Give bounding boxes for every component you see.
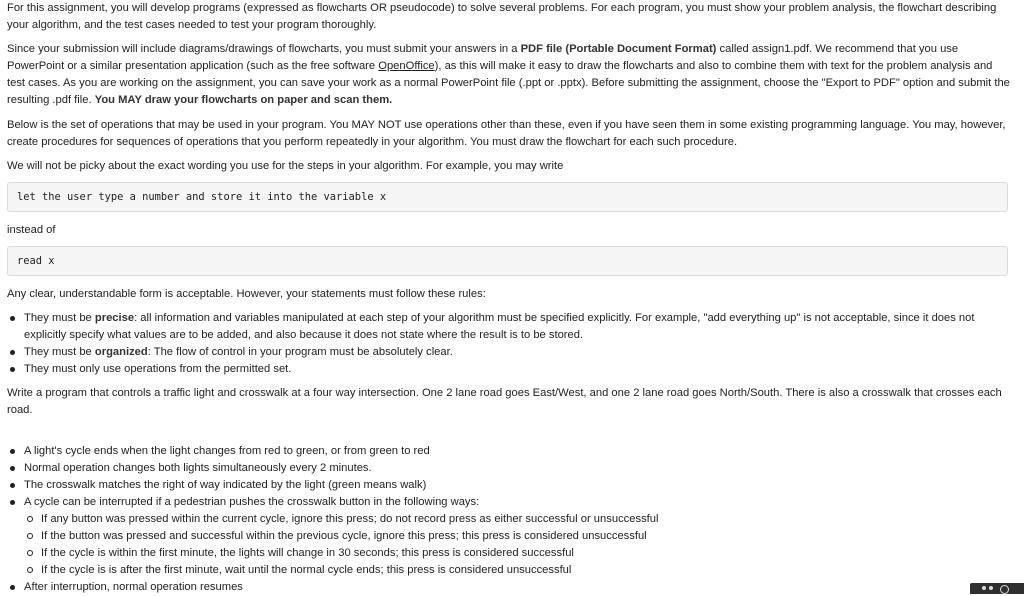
rule-permitted-ops: They must only use operations from the permitted set. [7, 361, 1015, 378]
problem-statement: Write a program that controls a traffic light and crosswalk at a four way intersection. One 2 lane road goes East/West, and one 2 lane road goes North/South. There is also a crosswalk that crosses each road. [7, 387, 1002, 416]
dot-icon [982, 586, 986, 590]
req-resume: After interruption, normal operation resumes [7, 579, 1007, 596]
rule-precise [7, 310, 1015, 344]
rule-organized [7, 344, 1015, 361]
submission-text-3: ), as this will make it easy to draw the flowcharts and also to combine them with text for the problem analysis and test cases. As you are working on the assignment, you can save your work as a normal PowerPoint file (.ppt or .pptx). Before submitting the assignment, choose the "Export to PDF" option and submit the resulting .pdf file. [7, 60, 1010, 106]
rule-organized-prefix: They must be [24, 346, 95, 358]
submission-text-2: called assign1.pdf. We recommend that you use PowerPoint or a similar presentation application (such as the free software [7, 43, 959, 72]
sub-after-first-minute: If the cycle is is after the first minute, wait until the normal cycle ends; this press is considered unsuccessful [24, 562, 1007, 579]
sub-previous-cycle: If the button was pressed and successful within the previous cycle, ignore this press; this press is considered unsuccessful [24, 528, 1007, 545]
intro-paragraph: For this assignment, you will develop programs (expressed as flowcharts OR pseudocode) to solve several problems. For each program, you must show your problem analysis, the flowchart describing your algorithm, and the test cases needed to test your program thoroughly. [7, 2, 997, 31]
sub-first-minute: If the cycle is within the first minute, the lights will change in 30 seconds; this press is considered successful [24, 545, 1007, 562]
sub-current-cycle: If any button was pressed within the current cycle, ignore this press; do not record press as either successful or unsuccessful [24, 511, 1007, 528]
rule-precise-prefix: They must be [24, 312, 95, 324]
req-normal-operation: Normal operation changes both lights simultaneously every 2 minutes. [7, 460, 1007, 477]
submission-text-1: Since your submission will include diagrams/drawings of flowcharts, you must submit your answers in a [7, 43, 521, 55]
code-example-let: let the user type a number and store it into the variable x [7, 182, 1008, 212]
req-interrupt [7, 494, 1007, 579]
code-example-read: read x [7, 246, 1008, 276]
req-interrupt-text: A cycle can be interrupted if a pedestrian pushes the crosswalk button in the following ways: [24, 496, 480, 508]
rule-precise-keyword: precise [94, 312, 135, 324]
submission-paragraph [7, 41, 1012, 109]
interrupt-sublist [24, 511, 1007, 579]
dot-icon [989, 586, 993, 590]
requirements-list [7, 443, 1007, 596]
rule-organized-keyword: organized [94, 346, 148, 358]
operations-paragraph: Below is the set of operations that may be used in your program. You MAY NOT use operations other than these, even if you have seen them in some existing programming language. You may, however, create procedures for sequences of operations that you perform repeatedly in your algorithm. You must draw the flowchart for each such procedure. [7, 119, 1006, 148]
corner-widget[interactable] [970, 583, 1024, 594]
wording-paragraph: We will not be picky about the exact wording you use for the steps in your algorithm. For example, you may write [7, 160, 564, 172]
pdf-format-bold: PDF file (Portable Document Format) [520, 43, 717, 55]
rule-organized-text: : The flow of control in your program must be absolutely clear. [147, 346, 453, 358]
rules-list [7, 310, 1015, 378]
openoffice-link[interactable]: OpenOffice [378, 60, 435, 72]
instead-of-text: instead of [7, 224, 56, 236]
circle-icon [1000, 585, 1009, 594]
req-cycle-end: A light's cycle ends when the light changes from red to green, or from green to red [7, 443, 1007, 460]
rules-intro-paragraph: Any clear, understandable form is acceptable. However, your statements must follow these rules: [7, 288, 486, 300]
req-crosswalk-match: The crosswalk matches the right of way indicated by the light (green means walk) [7, 477, 1007, 494]
rule-precise-text: : all information and variables manipulated at each step of your algorithm must be specified explicitly. For example, "add everything up" is not acceptable, since it does not explicitly specify what values are to be added, and also because it does not state where the result is to be stored. [24, 312, 975, 341]
paper-scan-bold: You MAY draw your flowcharts on paper and scan them. [94, 94, 393, 106]
